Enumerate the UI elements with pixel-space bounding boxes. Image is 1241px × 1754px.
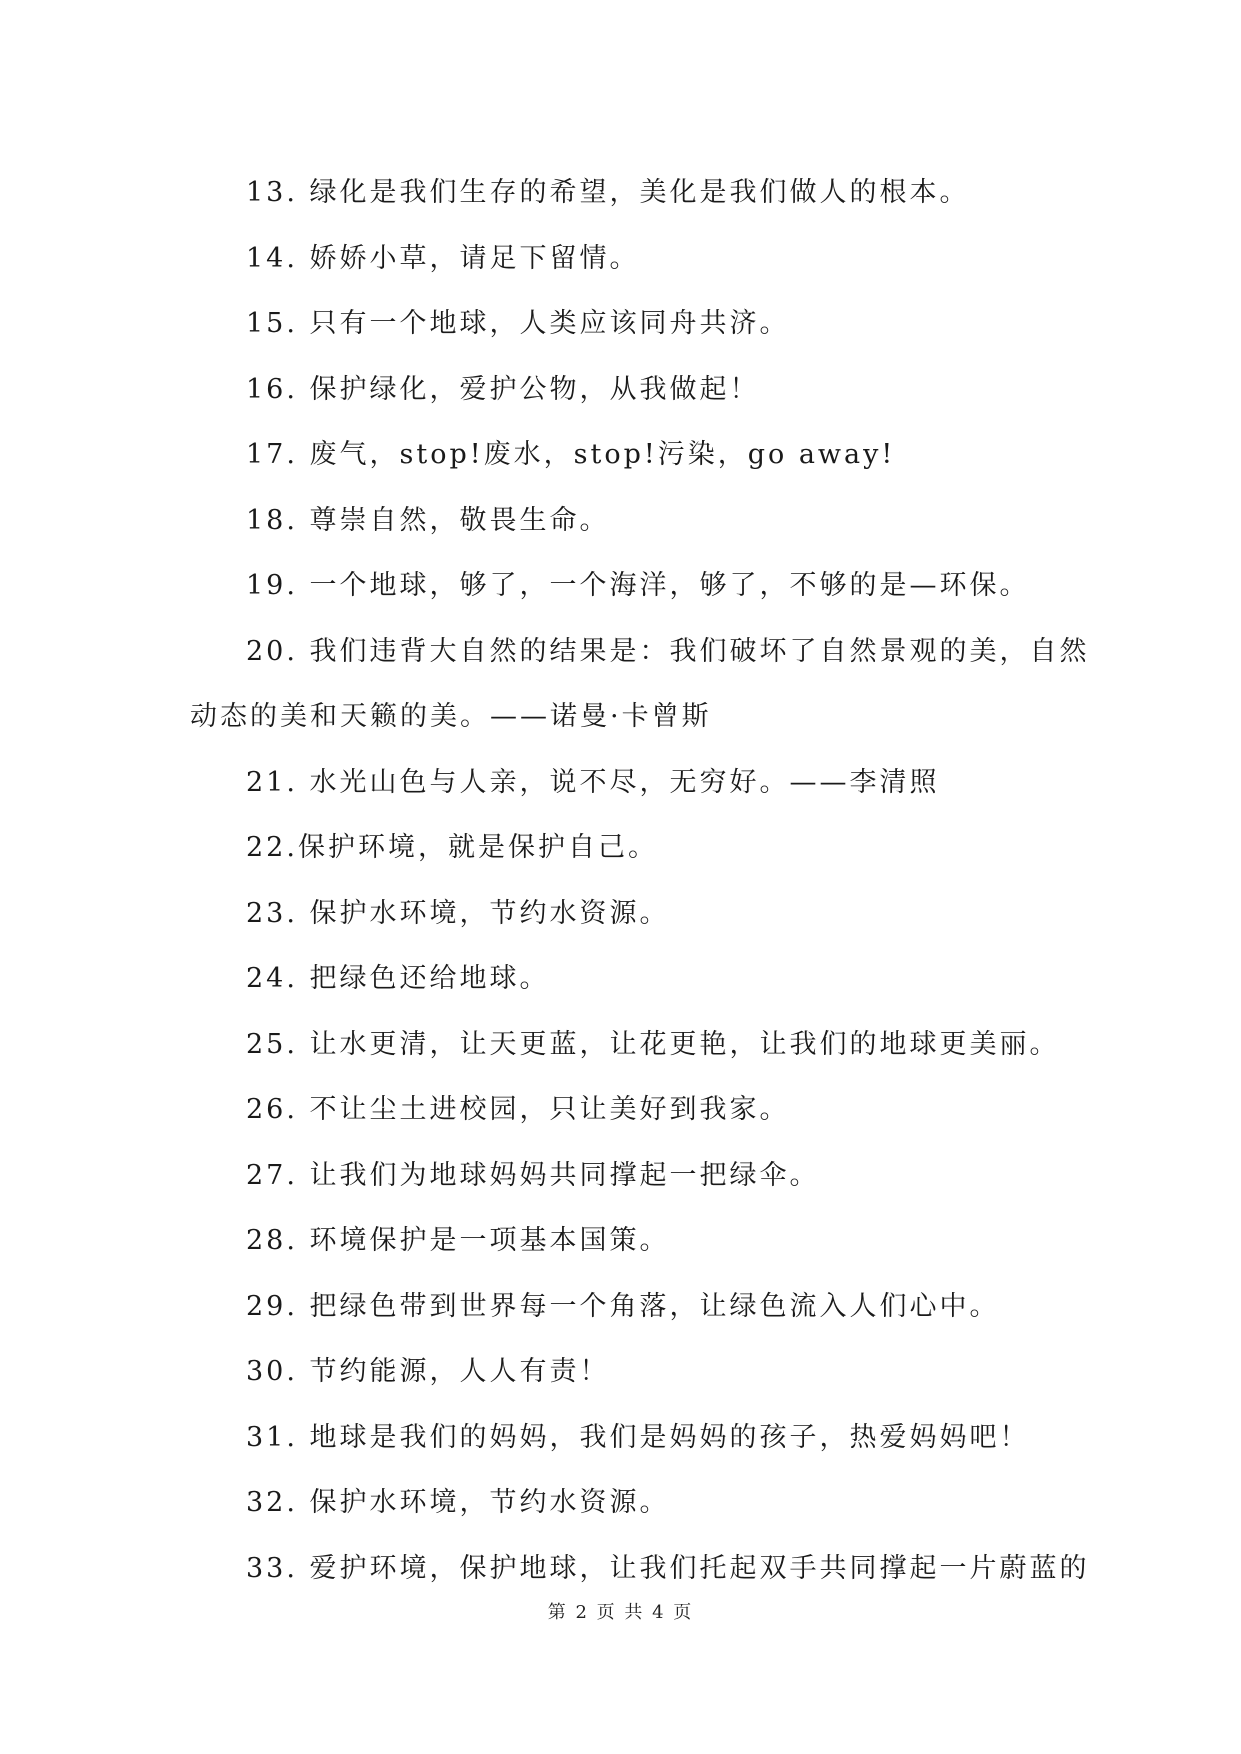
list-item: 24. 把绿色还给地球。 [246, 963, 550, 994]
list-item: 19. 一个地球，够了，一个海洋，够了，不够的是—环保。 [246, 570, 1030, 601]
list-item: 29. 把绿色带到世界每一个角落，让绿色流入人们心中。 [246, 1290, 1000, 1322]
list-item: 25. 让水更清，让天更蓝，让花更艳，让我们的地球更美丽。 [246, 1028, 1060, 1060]
list-item: 28. 环境保护是一项基本国策。 [246, 1225, 670, 1256]
list-item: 31. 地球是我们的妈妈，我们是妈妈的孩子，热爱妈妈吧！ [246, 1421, 1030, 1453]
list-item: 30. 节约能源，人人有责！ [246, 1356, 610, 1387]
list-item: 20. 我们违背大自然的结果是：我们破坏了自然景观的美，自然 [246, 635, 1090, 667]
list-item: 13. 绿化是我们生存的希望，美化是我们做人的根本。 [246, 177, 970, 208]
list-item: 26. 不让尘土进校园，只让美好到我家。 [246, 1094, 790, 1125]
list-item: 17. 废气，stop!废水，stop!污染，go away! [246, 439, 896, 470]
slogan-list [190, 160, 1090, 1601]
page-footer: 第 2 页 共 4 页 [547, 1602, 694, 1623]
list-item: 14. 娇娇小草，请足下留情。 [246, 242, 640, 274]
list-item: 27. 让我们为地球妈妈共同撑起一把绿伞。 [246, 1159, 820, 1191]
list-item: 15. 只有一个地球，人类应该同舟共济。 [246, 308, 790, 339]
list-item: 23. 保护水环境，节约水资源。 [246, 897, 670, 929]
list-item: 21. 水光山色与人亲，说不尽，无穷好。——李清照 [246, 766, 940, 798]
list-item: 33. 爱护环境，保护地球，让我们托起双手共同撑起一片蔚蓝的 [246, 1552, 1090, 1584]
list-item: 22.保护环境，就是保护自己。 [246, 832, 658, 863]
list-item: 16. 保护绿化，爱护公物，从我做起！ [246, 373, 760, 405]
list-item: 18. 尊崇自然，敬畏生命。 [246, 504, 610, 536]
list-item: 32. 保护水环境，节约水资源。 [246, 1487, 670, 1518]
list-item-continuation: 动态的美和天籁的美。——诺曼·卡曾斯 [190, 701, 712, 732]
